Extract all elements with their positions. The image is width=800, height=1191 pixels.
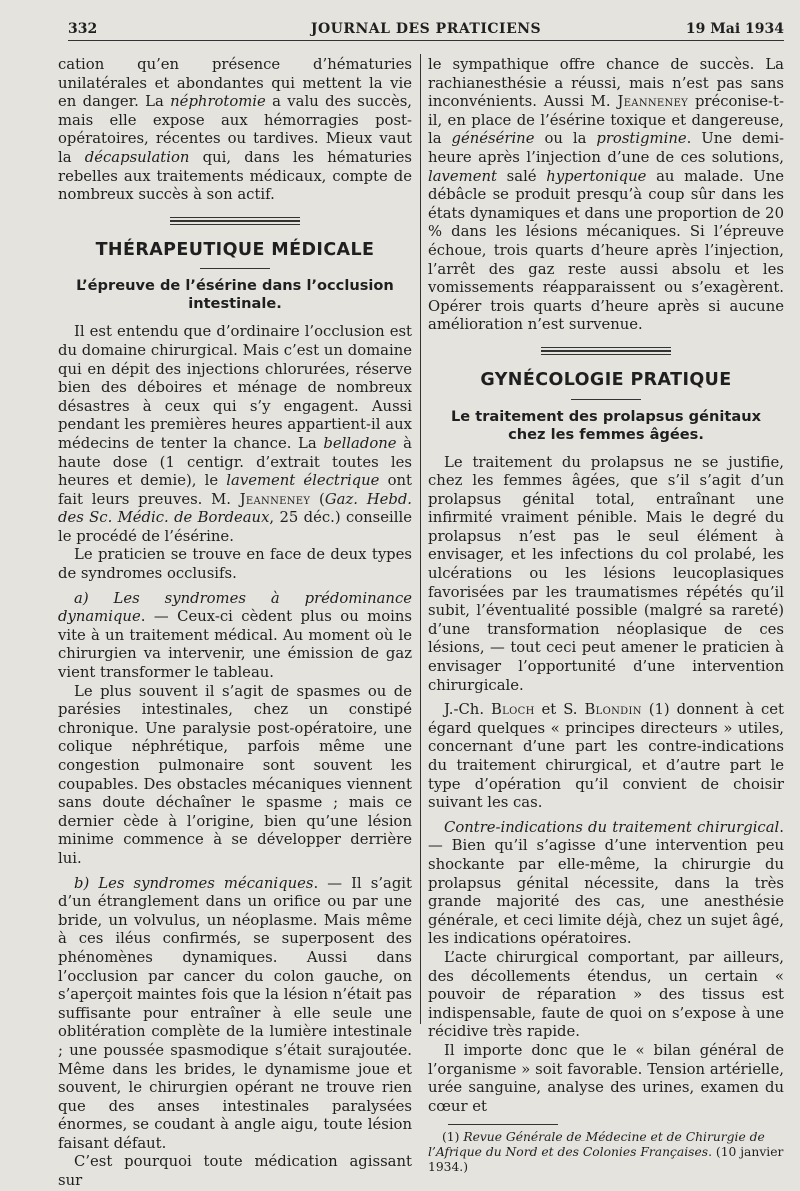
title-rule [200, 268, 270, 269]
footnote: (1) Revue Générale de Médecine et de Chirurgie de l’Afrique du Nord et des Colonies Françaises. (10 janvier 1934.) [428, 1130, 784, 1175]
issue-date: 19 Mai 1934 [685, 21, 784, 37]
page-header [68, 16, 784, 41]
footnote-rule [448, 1124, 558, 1125]
paragraph: Il est entendu que d’ordinaire l’occlusion est du domaine chirurgical. Mais c’est un domaine qui en dépit des injections chlorurées, réserve bien des déboires et ménage de nombreux désastres à ceux qui s’y engagent. Aussi pendant les premières heures appartient-il aux médecins de tenter la chance. La belladone à haute dose (1 centigr. d’extrait toutes les heures et demie), le lavement électrique ont fait leurs preuves. M. Jeanneney (Gaz. Hebd. des Sc. Médic. de Bordeaux, 25 déc.) conseille le procédé de l’ésérine. [58, 323, 413, 545]
column-divider [420, 54, 421, 1024]
paragraph: Le praticien se trouve en face de deux types de syndromes occlusifs. [58, 546, 412, 583]
article-title: Le traitement des prolapsus génitaux chez les femmes âgées. [450, 407, 761, 443]
title-rule [571, 399, 641, 400]
paragraph: J.-Ch. Bloch et S. Blondin (1) donnent à cet égard quelques « principes directeurs » utiles, concernant d’une part les contre-indications du traitement chirurgical, et d’autre part le type d’opération qu’il convient de choisir suivant les cas. [428, 701, 784, 812]
paragraph: le sympathique offre chance de succès. La rachianesthésie a réussi, mais n’est pas sans inconvénients. Aussi M. Jeanneney préconise-t-il, en place de l’ésérine toxique et dangereuse, la génésérine ou la prostigmine. Une demi-heure après l’injection d’une de ces solutions, lavement salé hypertonique au malade. Une débâcle se produit presqu’à coup sûr dans les états dynamiques et dans une proportion de 20 % dans les lésions mécaniques. Si l’épreuve échoue, trois quarts d’heure après l’injection, l’arrêt des gaz reste aussi absolu et les vomissements réapparaissent ou s’exagèrent. Opérer trois quarts d’heure après si aucune amélioration n’est survenue. [428, 56, 784, 334]
paragraph: Il importe donc que le « bilan général de l’organisme » soit favorable. Tension artérielle, urée sanguine, analyse des urines, examen du cœur et [428, 1041, 784, 1115]
paragraph: C’est pourquoi toute médication agissant sur [58, 1153, 412, 1190]
intro-paragraph: cation qu’en présence d’hématuries unilatérales et abondantes qui mettent la vie en danger. La néphrotomie a valu des succès, mais elle expose aux hémorragies post-opératoires, récentes ou tardives. Mieux vaut la décapsulation qui, dans les hématuries rebelles aux traitements médicaux, compte de nombreux succès à son actif. [58, 56, 413, 204]
paragraph: Le plus souvent il s’agit de spasmes ou de parésies intestinales, chez un constipé chronique. Une paralysie post-opératoire, une colique néphrétique, parfois même une congestion pulmonaire sont souvent les coupables. Des obstacles mécaniques viennent sans doute déchaîner le spasme ; mais ce dernier cède à l’origine, bien qu’une lésion minime commence à se développer derrière lui. [58, 682, 412, 867]
paragraph: Contre-indications du traitement chirurgical. — Bien qu’il s’agisse d’une intervention peu shockante par elle-même, la chirurgie du prolapsus génital nécessite, dans la très grande majorité des cas, une anesthésie générale, et ceci limite déjà, chez un sujet âgé, les indications opératoires. [428, 818, 784, 948]
section-separator [541, 347, 671, 355]
section-title: THÉRAPEUTIQUE MÉDICALE [95, 239, 375, 260]
paragraph: Le traitement du prolapsus ne se justifie, chez les femmes âgées, que s’il s’agit d’un prolapsus génital total, entraînant une infirmité vraiment pénible. Mais le degré du prolapsus n’est pas le seul élément à envisager, et les infections du col prolabé, les ulcérations ou les lésions leucoplasiques favorisées par les traumatismes répétés qu’il subit, l’éventualité possible (malgré sa rareté) d’une transformation néoplasique de ces lésions, — tout ceci peut amener le praticien à envisager l’opportunité d’une intervention chirurgicale. [428, 453, 784, 694]
paragraph: b) Les syndromes mécaniques. — Il s’agit d’un étranglement dans un orifice ou par une bride, un volvulus, un néoplasme. Mais même à ces iléus confirmés, se superposent des phénomènes dynamiques. Aussi dans l’occlusion par cancer du colon gauche, on s’aperçoit maintes fois que la lésion n’était pas suffisante pour entraîner à elle seule une oblitération complète de la lumière intestinale ; une poussée spasmodique s’était surajoutée. Même dans les brides, le dynamisme joue et souvent, le chirurgien opérant ne trouve rien que des anses intestinales paralysées énormes, se coudant à angle aigu, toute lésion faisant défaut. [58, 874, 412, 1152]
right-column [428, 56, 784, 1175]
paragraph: L’acte chirurgical comportant, par ailleurs, des décollements étendus, un certain « pouvoir de réparation » des tissus est indispensable, faute de quoi on s’expose à une récidive très rapide. [428, 948, 784, 1041]
section-separator [170, 217, 300, 225]
page-number: 332 [68, 21, 98, 37]
paragraph: a) Les syndromes à prédominance dynamique. — Ceux-ci cèdent plus ou moins vite à un traitement médical. Au moment où le chirurgien va intervenir, une émission de gaz vient transformer le tableau. [58, 589, 412, 682]
journal-title: JOURNAL DES PRATICIENS [310, 21, 542, 37]
left-column [58, 56, 412, 1191]
article-title: L’épreuve de l’ésérine dans l’occlusion intestinale. [76, 277, 394, 313]
section-title: GYNÉCOLOGIE PRATIQUE [480, 369, 732, 390]
